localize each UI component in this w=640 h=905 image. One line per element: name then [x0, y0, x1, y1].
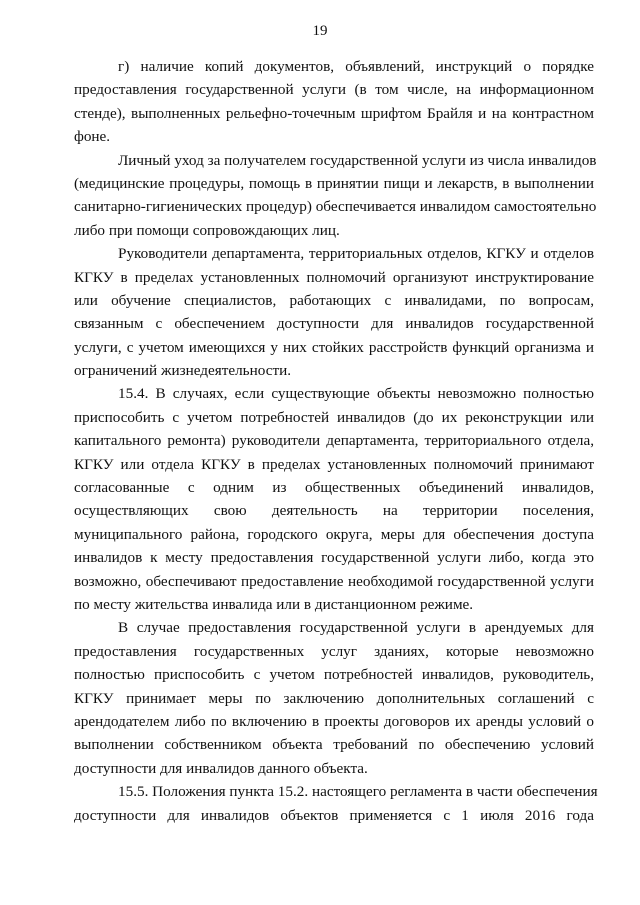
text-line: фоне.: [74, 128, 111, 146]
text-line: г) наличие копий документов, объявлений, инструкций о порядке: [118, 58, 594, 75]
text-line: связанным с обеспечением доступности для инвалидов государственной: [74, 315, 594, 333]
text-line: санитарно-гигиенических процедур) обеспечивается инвалидом самостоятельно: [74, 198, 597, 216]
text-line: предоставления государственных услуг зданиях, которые невозможно: [74, 642, 594, 660]
text-line: КГКУ принимает меры по заключению дополнительных соглашений с: [74, 689, 594, 707]
text-line: 15.4. В случаях, если существующие объекты невозможно полностью: [118, 385, 594, 403]
paragraph: [74, 616, 594, 780]
text-line: доступности для инвалидов объектов применяется с 1 июля 2016 года: [74, 806, 594, 824]
text-line: полностью приспособить с учетом потребностей инвалидов, руководитель,: [74, 666, 594, 684]
text-line: предоставления государственной услуги (в том числе, на информационном: [74, 81, 594, 99]
text-line: Личный уход за получателем государственной услуги из числа инвалидов: [118, 151, 597, 169]
text-line: КГКУ или отдела КГКУ в пределах установленных полномочий принимают: [74, 455, 594, 473]
text-line: согласованные с одним из общественных объединений инвалидов,: [74, 479, 594, 497]
text-line: арендодателем либо по включению в проекты договоров их аренды условий о: [74, 712, 594, 730]
text-line: выполнении собственником объекта требований по обеспечению условий: [74, 736, 594, 754]
paragraph: [74, 242, 594, 382]
text-line: Руководители департамента, территориальных отделов, КГКУ и отделов: [118, 245, 594, 263]
text-line: по месту жительства инвалида или в дистанционном режиме.: [74, 595, 474, 613]
text-line: инвалидов к месту предоставления государственной услуги либо, когда это: [74, 549, 594, 567]
text-line: либо при помощи сопровождающих лиц.: [74, 221, 340, 239]
text-line: или обучение специалистов, работающих с инвалидами, по вопросам,: [74, 291, 594, 309]
paragraph: [74, 55, 594, 149]
text-line: стенде), выполненных рельефно-точечным шрифтом Брайля и на контрастном: [74, 104, 594, 122]
text-line: осуществляющих свою деятельность на территории поселения,: [74, 502, 594, 520]
text-line: муниципального района, городского округа, меры для обеспечения доступа: [74, 525, 594, 543]
paragraph: [74, 149, 597, 243]
page-number: 19: [312, 23, 328, 39]
text-line: В случае предоставления государственной услуги в арендуемых для: [118, 619, 594, 637]
text-line: 15.5. Положения пункта 15.2. настоящего регламента в части обеспечения: [118, 783, 598, 801]
text-line: (медицинские процедуры, помощь в принятии пищи и лекарств, в выполнении: [74, 174, 594, 192]
text-line: КГКУ в пределах установленных полномочий организуют инструктирование: [74, 268, 594, 286]
document-body: [74, 55, 598, 827]
text-line: приспособить с учетом потребностей инвалидов (до их реконструкции или: [74, 408, 594, 426]
paragraph: [74, 382, 594, 616]
paragraph: [74, 780, 598, 827]
text-line: доступности для инвалидов данного объекта.: [74, 759, 368, 777]
text-line: возможно, обеспечивают предоставление необходимой государственной услуги: [74, 572, 594, 590]
text-line: капитального ремонта) руководители департамента, территориального отдела,: [74, 432, 594, 450]
text-line: услуги, с учетом имеющихся у них стойких расстройств функций организма и: [74, 338, 594, 356]
text-line: ограничений жизнедеятельности.: [74, 362, 292, 380]
